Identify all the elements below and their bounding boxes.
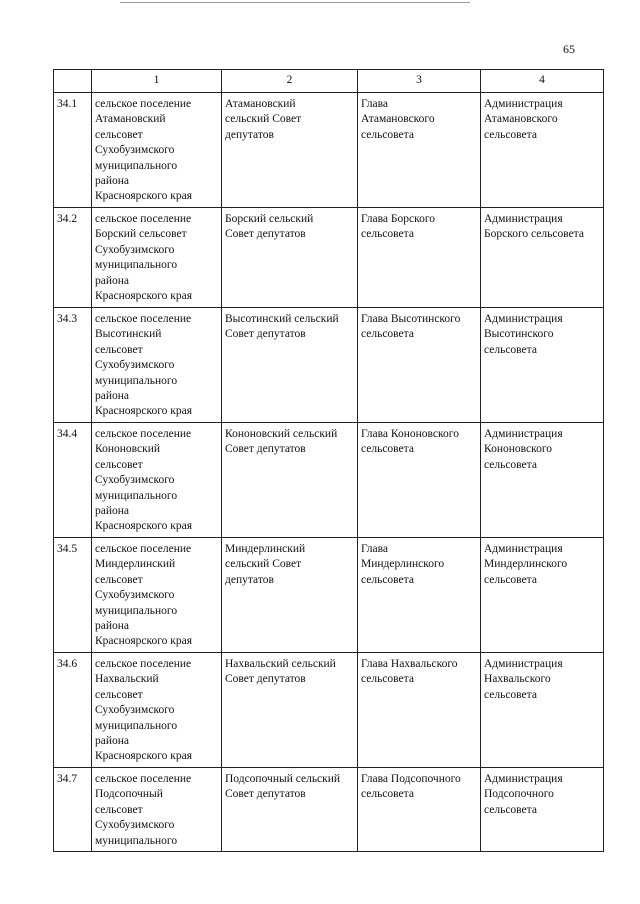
administration-name: Администрация Атамановского сельсовета: [481, 93, 604, 208]
settlement-name: сельское поселение Атамановский сельсовет Сухобузимского муниципального района Красноярского края: [92, 93, 222, 208]
header-cell-3: 3: [358, 70, 481, 93]
header-cell-4: 4: [481, 70, 604, 93]
table-row: [54, 208, 604, 308]
table-row: [54, 308, 604, 423]
row-number: 34.1: [54, 93, 92, 208]
table-row: [54, 423, 604, 538]
administration-name: Администрация Кононовского сельсовета: [481, 423, 604, 538]
municipal-table: [53, 69, 604, 852]
header-cell-2: 2: [222, 70, 358, 93]
settlement-name: сельское поселение Кононовский сельсовет Сухобузимского муниципального района Красноярского края: [92, 423, 222, 538]
settlement-name: сельское поселение Высотинский сельсовет Сухобузимского муниципального района Красноярского края: [92, 308, 222, 423]
council-name: Нахвальский сельский Совет депутатов: [222, 653, 358, 768]
settlement-name: сельское поселение Подсопочный сельсовет Сухобузимского муниципального: [92, 768, 222, 852]
row-number: 34.7: [54, 768, 92, 852]
head-name: Глава Нахвальского сельсовета: [358, 653, 481, 768]
council-name: Подсопочный сельский Совет депутатов: [222, 768, 358, 852]
settlement-name: сельское поселение Борский сельсовет Сухобузимского муниципального района Красноярского края: [92, 208, 222, 308]
head-name: Глава Атамановского сельсовета: [358, 93, 481, 208]
settlement-name: сельское поселение Нахвальский сельсовет Сухобузимского муниципального района Красноярского края: [92, 653, 222, 768]
head-name: Глава Борского сельсовета: [358, 208, 481, 308]
table-row: [54, 93, 604, 208]
head-name: Глава Миндерлинского сельсовета: [358, 538, 481, 653]
head-name: Глава Высотинского сельсовета: [358, 308, 481, 423]
row-number: 34.4: [54, 423, 92, 538]
row-number: 34.2: [54, 208, 92, 308]
table-row: [54, 768, 604, 852]
header-cell-1: 1: [92, 70, 222, 93]
council-name: Миндерлинский сельский Совет депутатов: [222, 538, 358, 653]
row-number: 34.5: [54, 538, 92, 653]
table-row: [54, 653, 604, 768]
council-name: Кононовский сельский Совет депутатов: [222, 423, 358, 538]
page-number: 65: [563, 42, 575, 56]
council-name: Высотинский сельский Совет депутатов: [222, 308, 358, 423]
administration-name: Администрация Высотинского сельсовета: [481, 308, 604, 423]
council-name: Борский сельский Совет депутатов: [222, 208, 358, 308]
council-name: Атамановский сельский Совет депутатов: [222, 93, 358, 208]
row-number: 34.6: [54, 653, 92, 768]
row-number: 34.3: [54, 308, 92, 423]
table-row: [54, 538, 604, 653]
top-rule: [120, 2, 470, 3]
administration-name: Администрация Миндерлинского сельсовета: [481, 538, 604, 653]
settlement-name: сельское поселение Миндерлинский сельсовет Сухобузимского муниципального района Красноярского края: [92, 538, 222, 653]
administration-name: Администрация Борского сельсовета: [481, 208, 604, 308]
head-name: Глава Кононовского сельсовета: [358, 423, 481, 538]
head-name: Глава Подсопочного сельсовета: [358, 768, 481, 852]
header-cell-number: [54, 70, 92, 93]
administration-name: Администрация Подсопочного сельсовета: [481, 768, 604, 852]
administration-name: Администрация Нахвальского сельсовета: [481, 653, 604, 768]
table-header-row: [54, 70, 604, 93]
